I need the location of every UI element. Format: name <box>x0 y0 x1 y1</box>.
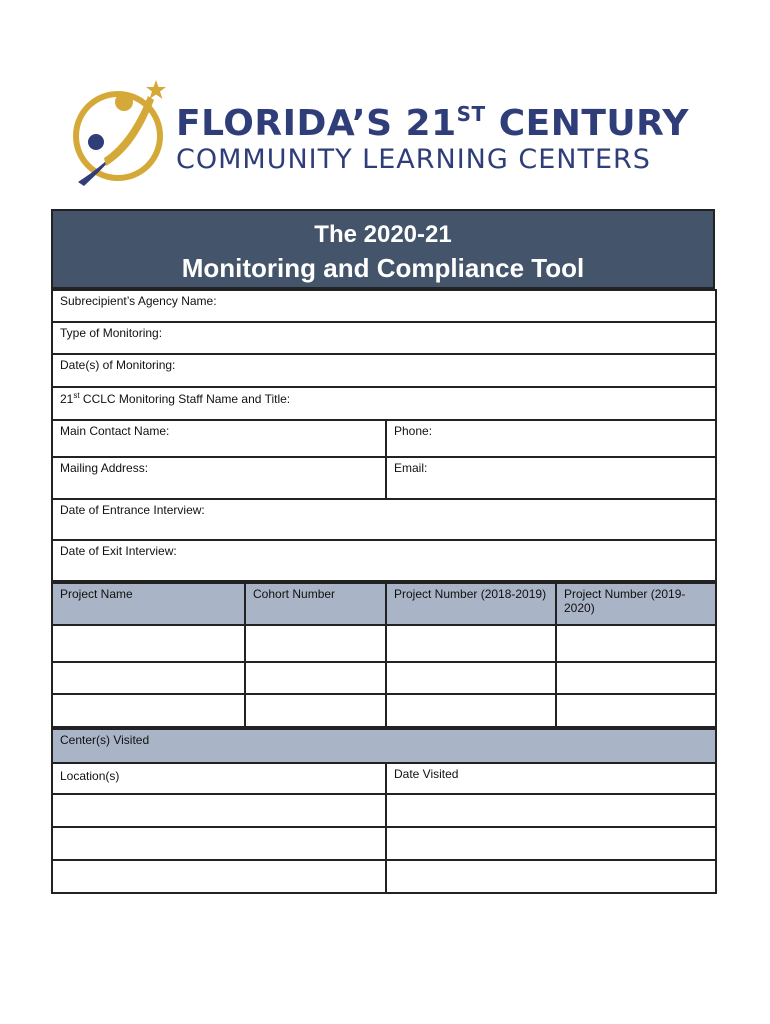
main-contact-field[interactable]: Main Contact Name: <box>52 420 386 457</box>
agency-name-field[interactable]: Subrecipient’s Agency Name: <box>52 290 716 322</box>
table-cell[interactable] <box>52 827 386 860</box>
monitoring-dates-field[interactable]: Date(s) of Monitoring: <box>52 354 716 387</box>
table-cell[interactable] <box>386 860 716 893</box>
table-row <box>52 662 716 694</box>
table-cell[interactable] <box>52 625 245 662</box>
table-row <box>52 694 716 727</box>
projects-table <box>51 582 717 728</box>
logo-subtitle: COMMUNITY LEARNING CENTERS <box>176 144 651 175</box>
agency-info-table <box>51 289 717 582</box>
form-title: Monitoring and Compliance Tool <box>181 253 585 283</box>
centers-header-row <box>52 763 716 794</box>
form-title-banner <box>51 209 715 289</box>
entrance-interview-field[interactable]: Date of Entrance Interview: <box>52 499 716 540</box>
table-row <box>52 827 716 860</box>
table-cell[interactable] <box>52 694 245 727</box>
table-row <box>52 625 716 662</box>
program-logo <box>70 78 710 193</box>
monitoring-type-field[interactable]: Type of Monitoring: <box>52 322 716 354</box>
table-cell[interactable] <box>386 694 556 727</box>
mailing-address-field[interactable]: Mailing Address: <box>52 457 386 499</box>
project-name-header: Project Name <box>52 583 245 625</box>
cohort-number-header: Cohort Number <box>245 583 386 625</box>
table-cell[interactable] <box>52 662 245 694</box>
exit-interview-field[interactable]: Date of Exit Interview: <box>52 540 716 581</box>
logo-emblem-icon <box>70 78 170 190</box>
table-row <box>52 794 716 827</box>
table-cell[interactable] <box>386 794 716 827</box>
table-cell[interactable] <box>386 662 556 694</box>
table-cell[interactable] <box>556 694 716 727</box>
monitoring-form <box>51 209 715 894</box>
table-row <box>52 860 716 893</box>
monitoring-staff-field[interactable]: 21st CCLC Monitoring Staff Name and Title: <box>52 387 716 420</box>
table-cell[interactable] <box>556 662 716 694</box>
form-title-year: The 2020-21 <box>314 221 452 248</box>
centers-visited-header: Center(s) Visited <box>52 729 716 763</box>
table-cell[interactable] <box>245 625 386 662</box>
table-cell[interactable] <box>52 794 386 827</box>
date-visited-header: Date Visited <box>386 763 716 794</box>
projects-header-row <box>52 583 716 625</box>
table-cell[interactable] <box>245 662 386 694</box>
locations-header: Location(s) <box>52 763 386 794</box>
centers-table <box>51 728 717 894</box>
table-cell[interactable] <box>52 860 386 893</box>
phone-field[interactable]: Phone: <box>386 420 716 457</box>
table-cell[interactable] <box>245 694 386 727</box>
project-number-2019-header: Project Number (2019-2020) <box>556 583 716 625</box>
table-cell[interactable] <box>386 625 556 662</box>
table-cell[interactable] <box>556 625 716 662</box>
logo-title: FLORIDA’S 21ST CENTURY <box>176 102 689 144</box>
table-cell[interactable] <box>386 827 716 860</box>
project-number-2018-header: Project Number (2018-2019) <box>386 583 556 625</box>
email-field[interactable]: Email: <box>386 457 716 499</box>
